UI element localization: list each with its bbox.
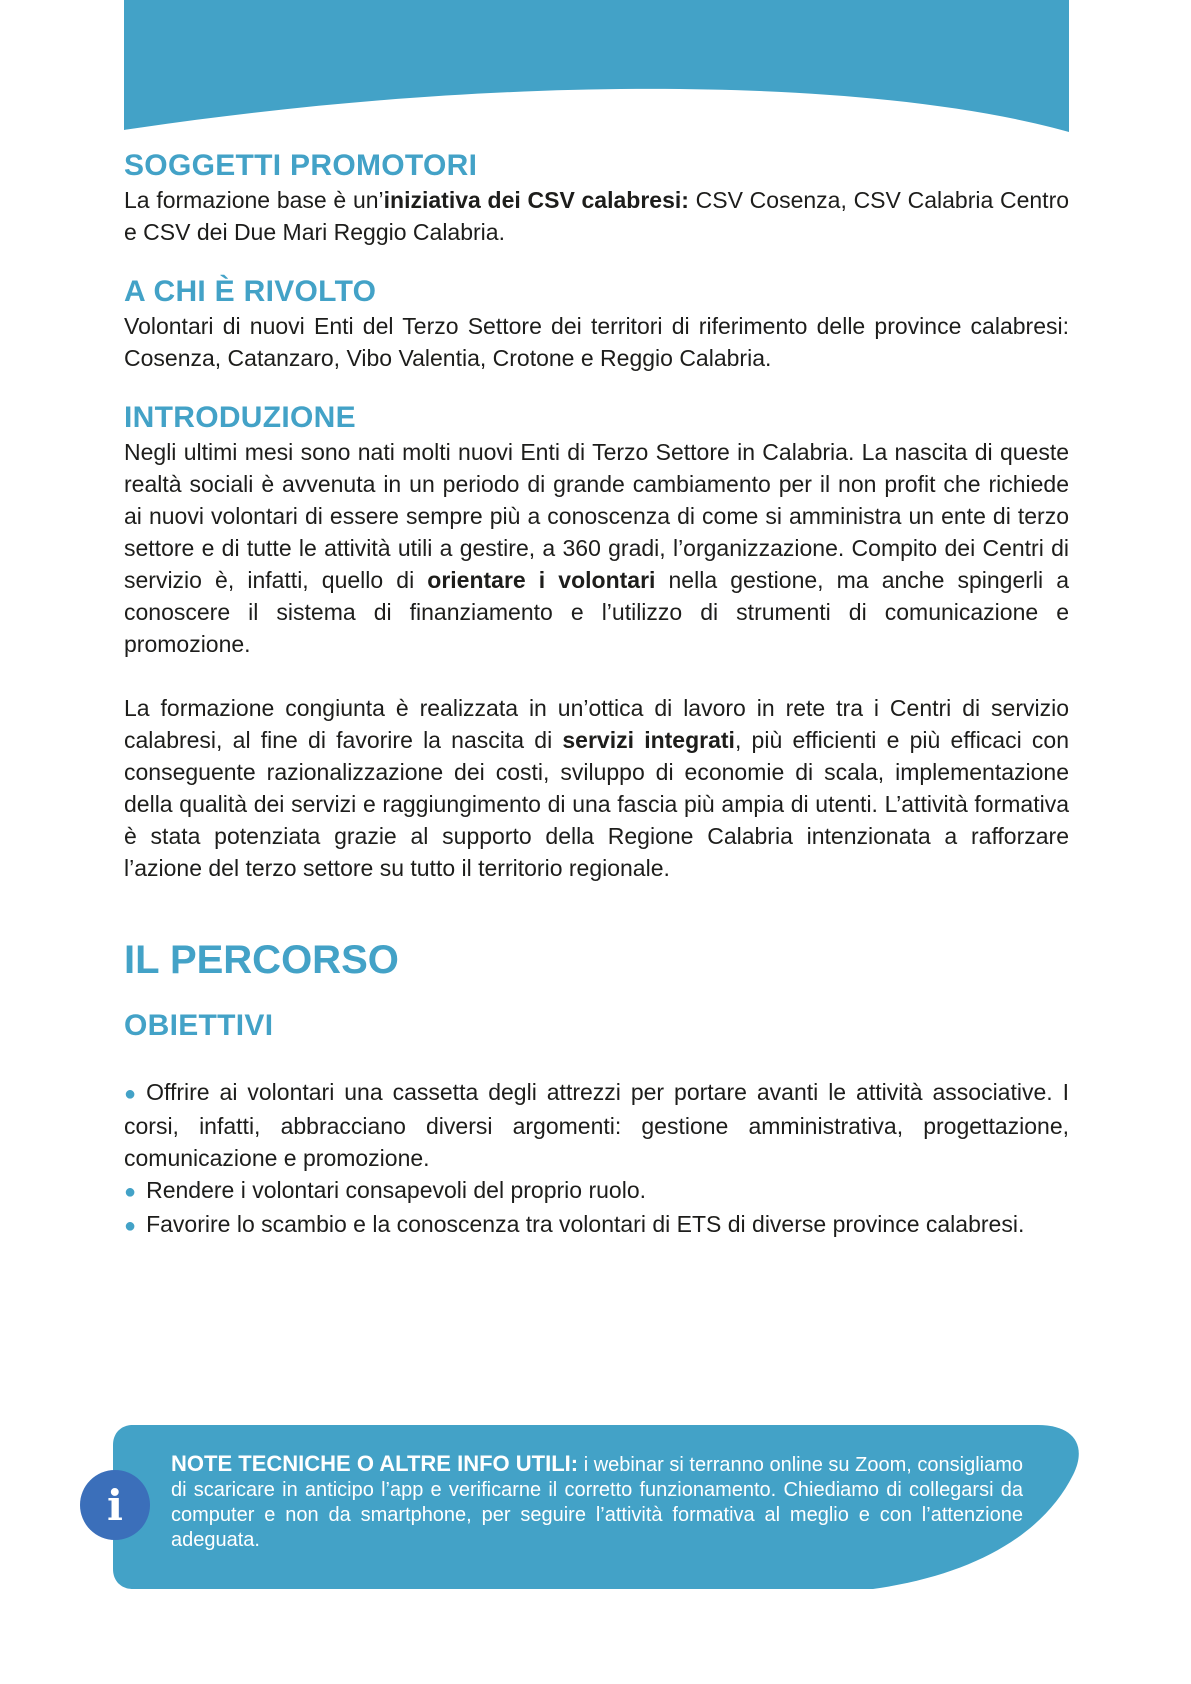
introduzione-paragraph-1: Negli ultimi mesi sono nati molti nuovi Enti di Terzo Settore in Calabria. La nascita di queste realtà sociali è avvenuta in un periodo di grande cambiamento per il non profit che richiede ai nuovi volontari di essere sempre più a conoscenza di come si amministra un ente di terzo settore e di tutte le attività utili a gestire, a 360 gradi, l’organizzazione. Compito dei Centri di servizio è, infatti, quello di orientare i volontari nella gestione, ma anche spingerli a conoscere il sistema di finanziamento e l’utilizzo di strumenti di comunicazione e promozione. xyxy=(124,439,1070,657)
section-soggetti-promotori xyxy=(124,148,1069,248)
heading-obiettivi: OBIETTIVI xyxy=(124,1009,274,1042)
heading-il-percorso: IL PERCORSO xyxy=(124,938,399,982)
heading-soggetti-promotori: SOGGETTI PROMOTORI xyxy=(124,149,478,182)
bullet-icon: ● xyxy=(124,1181,137,1203)
heading-a-chi-e-rivolto: A CHI È RIVOLTO xyxy=(124,275,377,308)
list-item: ● Rendere i volontari consapevoli del proprio ruolo. xyxy=(124,1174,1069,1208)
list-item: ● Favorire lo scambio e la conoscenza tra volontari di ETS di diverse province calabresi. xyxy=(124,1208,1069,1242)
bullet-icon: ● xyxy=(124,1083,137,1105)
a-chi-text: Volontari di nuovi Enti del Terzo Settore dei territori di riferimento delle province calabresi: Cosenza, Catanzaro, Vibo Valentia, Crotone e Reggio Calabria. xyxy=(124,313,1069,371)
bullet-icon: ● xyxy=(124,1215,137,1237)
note-text: NOTE TECNICHE O ALTRE INFO UTILI: i webinar si terranno online su Zoom, consigliamo di scaricare in anticipo l’app e verificarne il corretto funzionamento. Chiediamo di collegarsi da computer e non da smartphone, per seguire l’attività formativa al meglio e con l’attenzione adeguata. xyxy=(171,1451,1023,1551)
introduzione-paragraph-2: La formazione congiunta è realizzata in un’ottica di lavoro in rete tra i Centri di servizio calabresi, al fine di favorire la nascita di servizi integrati, più efficienti e più efficaci con conseguente razionalizzazione dei costi, sviluppo di economie di scala, implementazione della qualità dei servizi e raggiungimento di una fascia più ampia di utenti. L’attività formativa è stata potenziata grazie al supporto della Regione Calabria intenzionata a rafforzare l’azione del terzo settore su tutto il territorio regionale. xyxy=(124,695,1070,881)
top-banner xyxy=(124,0,1069,132)
note-title: NOTE TECNICHE O ALTRE INFO UTILI: xyxy=(171,1451,579,1476)
obiettivi-list xyxy=(124,1076,1069,1242)
heading-introduzione: INTRODUZIONE xyxy=(124,401,356,434)
main-content xyxy=(124,148,1069,1242)
section-il-percorso xyxy=(124,936,1069,1242)
note-box xyxy=(113,1425,1083,1589)
info-icon: i xyxy=(80,1470,150,1540)
section-a-chi-e-rivolto xyxy=(124,274,1069,374)
soggetti-text: La formazione base è un’iniziativa dei CSV calabresi: CSV Cosenza, CSV Calabria Centro e CSV dei Due Mari Reggio Calabria. xyxy=(124,187,1070,245)
section-introduzione xyxy=(124,400,1069,884)
list-item: ● Offrire ai volontari una cassetta degli attrezzi per portare avanti le attività associative. I corsi, infatti, abbracciano diversi argomenti: gestione amministrativa, progettazione, comunicazione e promozione. xyxy=(124,1079,1069,1171)
